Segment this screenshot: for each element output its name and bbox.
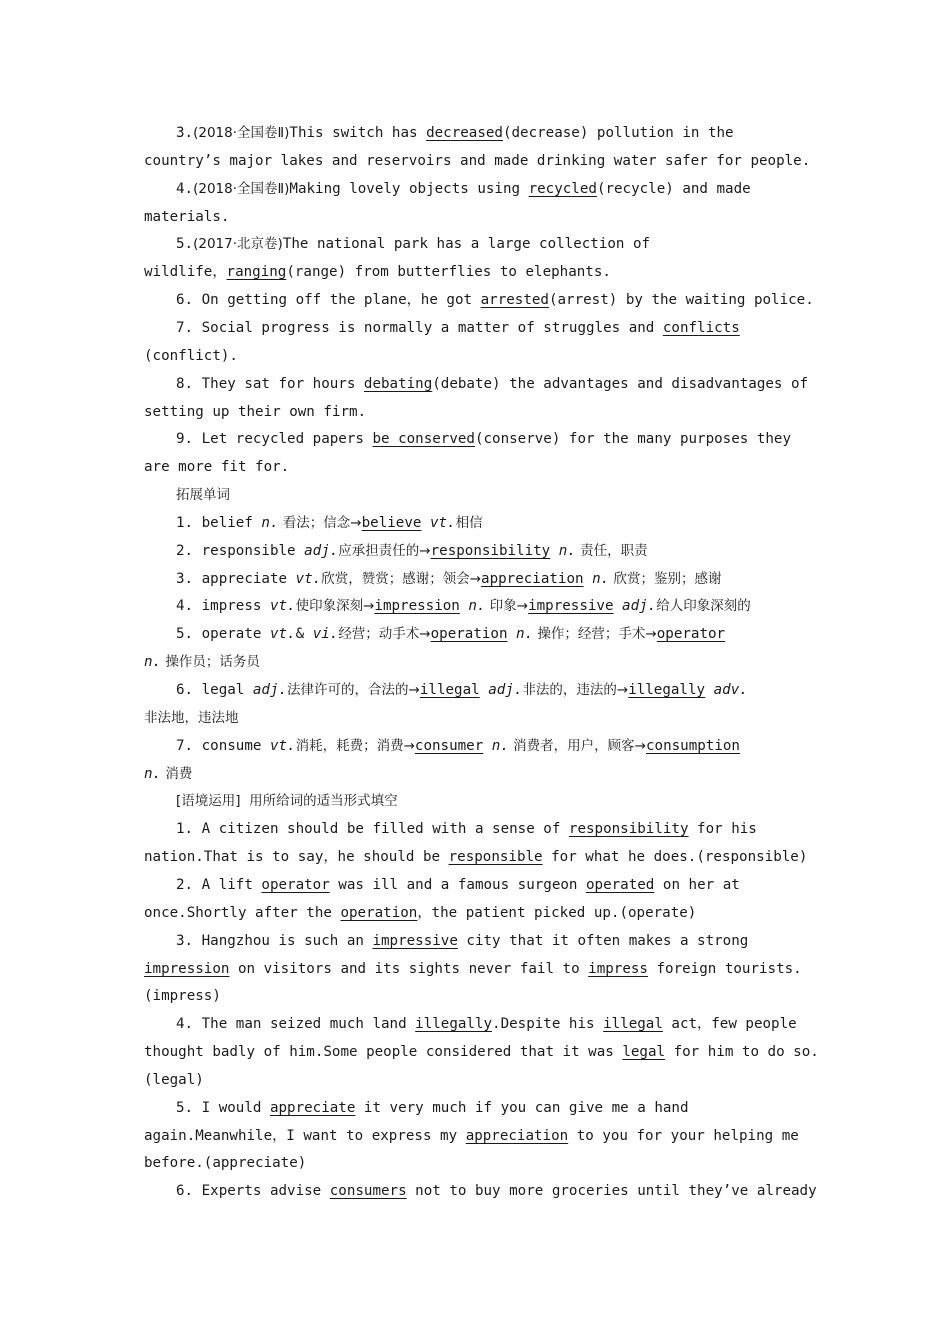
- text-segment: 拓展单词: [176, 487, 230, 503]
- part-of-speech: adj.: [304, 543, 339, 559]
- text-segment: 5. operate: [176, 626, 270, 642]
- answer-word: operated: [586, 877, 655, 893]
- text-segment: 2. responsible: [176, 543, 305, 559]
- text-segment: 3. Hangzhou is such an: [176, 933, 373, 949]
- text-segment: it very much if you can give me a hand: [355, 1100, 689, 1116]
- text-line: [176, 1014, 846, 1034]
- text-segment: wildlife，: [144, 264, 227, 280]
- text-segment: to you for your helping me: [568, 1128, 799, 1144]
- answer-word: operation: [340, 905, 418, 921]
- part-of-speech: n.: [592, 571, 610, 587]
- part-of-speech: adj.: [252, 682, 288, 698]
- text-line: [144, 151, 814, 171]
- answer-word: impress: [588, 961, 648, 977]
- text-segment: 2. A lift: [176, 877, 262, 893]
- text-segment: country’s major lakes and reservoirs and made drinking water safer for people.: [144, 153, 811, 169]
- text-segment: 使印象深刻→: [295, 598, 375, 614]
- part-of-speech: vt.: [269, 626, 296, 642]
- answer-word: consumer: [414, 738, 484, 754]
- text-segment: [508, 626, 517, 642]
- text-line: [176, 179, 846, 199]
- text-segment: for him to do so.: [665, 1044, 819, 1060]
- answer-word: impressive: [528, 598, 614, 614]
- text-segment: 法律许可的，合法的→: [287, 682, 420, 698]
- text-segment: 6. On getting off the plane，he got: [176, 292, 481, 308]
- text-segment: 欣赏；鉴别；感谢: [609, 571, 722, 587]
- text-segment: [550, 543, 559, 559]
- text-segment: (legal): [144, 1072, 204, 1088]
- text-segment: [584, 571, 593, 587]
- text-segment: 4. impress: [176, 598, 270, 614]
- text-line: [176, 931, 846, 951]
- answer-word: responsibility: [430, 543, 551, 559]
- text-segment: once.Shortly after the: [144, 905, 341, 921]
- text-line: [176, 875, 846, 895]
- text-segment: 看法；信念→: [278, 515, 362, 531]
- answer-word: illegally: [415, 1016, 493, 1032]
- answer-word: arrested: [480, 292, 549, 308]
- text-segment: 欣赏，赞赏；感谢；领会→: [321, 571, 482, 587]
- text-segment: 非法的，违法的→: [522, 682, 629, 698]
- text-line: [144, 1070, 814, 1090]
- text-segment: 6. Experts advise: [176, 1183, 330, 1199]
- text-segment: (conflict).: [144, 348, 238, 364]
- answer-word: operator: [261, 877, 330, 893]
- text-segment: ，the patient picked up.(operate): [417, 905, 697, 921]
- text-line: [176, 596, 846, 616]
- text-segment: 消耗，耗费；消费→: [295, 738, 415, 754]
- text-segment: 1. belief: [176, 515, 262, 531]
- answer-word: illegal: [419, 682, 480, 698]
- text-segment: 责任，职责: [575, 543, 648, 559]
- text-segment: on her at: [654, 877, 740, 893]
- text-segment: foreign tourists.: [647, 961, 802, 977]
- text-segment: city that it often makes a strong: [457, 933, 749, 949]
- part-of-speech: adj.: [488, 682, 523, 698]
- answer-word: operator: [656, 626, 726, 642]
- text-line: [176, 123, 846, 143]
- answer-word: impression: [374, 598, 460, 614]
- answer-word: consumers: [329, 1183, 407, 1199]
- text-line: [144, 652, 814, 672]
- text-segment: (2018·全国卷Ⅱ): [193, 125, 290, 141]
- text-segment: not to buy more groceries until they’ve already: [406, 1183, 817, 1199]
- text-line: [176, 541, 846, 561]
- text-line: [144, 207, 814, 227]
- answer-word: illegally: [628, 682, 706, 698]
- text-line: [144, 346, 814, 366]
- answer-word: be conserved: [372, 431, 475, 447]
- answer-word: appreciation: [481, 571, 584, 587]
- text-segment: 3. appreciate: [176, 571, 296, 587]
- text-line: [176, 791, 846, 811]
- text-line: [176, 485, 846, 505]
- text-line: [176, 1098, 846, 1118]
- part-of-speech: n.: [144, 654, 162, 670]
- text-segment: 相信: [455, 515, 483, 531]
- text-segment: This switch has: [289, 125, 427, 141]
- text-line: [144, 1153, 814, 1173]
- text-line: [176, 290, 846, 310]
- text-segment: (recycle) and made: [596, 181, 751, 197]
- part-of-speech: n.: [516, 626, 534, 642]
- text-segment: [483, 738, 492, 754]
- part-of-speech: vt.: [269, 598, 296, 614]
- text-segment: (conserve) for the many purposes they: [474, 431, 792, 447]
- text-segment: 操作；经营；手术→: [533, 626, 657, 642]
- text-segment: 操作员；话务员: [161, 654, 260, 670]
- text-segment: Making lovely objects using: [289, 181, 529, 197]
- text-segment: 经营；动手术→: [338, 626, 431, 642]
- text-segment: (arrest) by the waiting police.: [548, 292, 814, 308]
- text-line: [144, 1042, 819, 1062]
- answer-word: responsible: [448, 849, 543, 865]
- text-segment: (decrease) pollution in the: [502, 125, 734, 141]
- text-line: [144, 903, 814, 923]
- text-segment: (impress): [144, 988, 221, 1004]
- text-line: [144, 847, 814, 867]
- answer-word: conflicts: [662, 320, 740, 336]
- text-segment: 4. The man seized much land: [176, 1016, 416, 1032]
- text-segment: 3.: [176, 125, 194, 141]
- text-segment: [614, 598, 623, 614]
- part-of-speech: n.: [261, 515, 279, 531]
- part-of-speech: vi.: [312, 626, 339, 642]
- text-segment: 4.: [176, 181, 194, 197]
- text-segment: 1. A citizen should be filled with a sense of: [176, 821, 569, 837]
- answer-word: decreased: [426, 125, 503, 141]
- answer-word: believe: [361, 515, 422, 531]
- answer-word: impressive: [372, 933, 458, 949]
- text-line: [176, 680, 846, 700]
- text-line: [176, 819, 846, 839]
- text-segment: for what he does.(responsible): [542, 849, 808, 865]
- text-segment: materials.: [144, 209, 230, 225]
- text-segment: The national park has a large collection of: [282, 236, 651, 252]
- text-line: [144, 262, 814, 282]
- text-line: [176, 513, 846, 533]
- text-segment: (2017·北京卷): [193, 236, 283, 252]
- text-line: [144, 457, 814, 477]
- text-segment: 6. legal: [176, 682, 253, 698]
- text-segment: thought badly of him.Some people considered that it was: [144, 1044, 623, 1060]
- text-segment: before.(appreciate): [144, 1155, 307, 1171]
- text-segment: are more fit for.: [144, 459, 290, 475]
- part-of-speech: n.: [144, 766, 162, 782]
- part-of-speech: n.: [468, 598, 486, 614]
- text-segment: 非法地，违法地: [144, 710, 239, 726]
- answer-word: appreciate: [269, 1100, 356, 1116]
- part-of-speech: vt.: [269, 738, 296, 754]
- text-segment: [421, 515, 430, 531]
- text-line: [176, 234, 846, 254]
- text-segment: 7. Social progress is normally a matter of struggles and: [176, 320, 663, 336]
- text-segment: (debate) the advantages and disadvantages of: [432, 376, 809, 392]
- answer-word: debating: [363, 376, 433, 392]
- text-segment: act，few people: [662, 1016, 797, 1032]
- text-line: [176, 569, 846, 589]
- text-segment: 5. I would: [176, 1100, 270, 1116]
- text-line: [144, 959, 814, 979]
- text-segment: [语境运用] 用所给词的适当形式填空: [176, 793, 398, 809]
- text-line: [176, 374, 846, 394]
- text-segment: (2018·全国卷Ⅱ): [193, 181, 290, 197]
- text-segment: 消费: [161, 766, 193, 782]
- text-segment: [480, 682, 489, 698]
- part-of-speech: vt.: [429, 515, 456, 531]
- text-line: [144, 764, 814, 784]
- text-segment: (range) from butterflies to elephants.: [286, 264, 611, 280]
- text-segment: .Despite his: [492, 1016, 604, 1032]
- text-segment: 9. Let recycled papers: [176, 431, 373, 447]
- answer-word: legal: [622, 1044, 666, 1060]
- text-segment: 给人印象深刻的: [656, 598, 751, 614]
- answer-word: ranging: [226, 264, 287, 280]
- text-line: [144, 986, 814, 1006]
- part-of-speech: n.: [558, 543, 576, 559]
- text-segment: again.Meanwhile，I want to express my: [144, 1128, 466, 1144]
- answer-word: operation: [430, 626, 508, 642]
- part-of-speech: vt.: [295, 571, 322, 587]
- text-line: [144, 708, 814, 728]
- answer-word: illegal: [603, 1016, 663, 1032]
- part-of-speech: adj.: [622, 598, 657, 614]
- text-line: [176, 1181, 846, 1201]
- text-segment: 消费者，用户，顾客→: [508, 738, 646, 754]
- text-segment: was ill and a famous surgeon: [329, 877, 587, 893]
- text-segment: 应承担责任的→: [338, 543, 431, 559]
- text-segment: [705, 682, 714, 698]
- text-line: [176, 318, 846, 338]
- text-segment: &: [295, 626, 313, 642]
- answer-word: consumption: [646, 738, 740, 754]
- text-segment: 印象→: [485, 598, 529, 614]
- text-segment: 7. consume: [176, 738, 270, 754]
- answer-word: appreciation: [465, 1128, 569, 1144]
- text-segment: 8. They sat for hours: [176, 376, 364, 392]
- text-line: [176, 624, 846, 644]
- text-segment: setting up their own firm.: [144, 404, 367, 420]
- part-of-speech: adv.: [713, 682, 748, 698]
- text-line: [176, 736, 846, 756]
- part-of-speech: n.: [491, 738, 509, 754]
- text-line: [144, 1126, 814, 1146]
- text-segment: for his: [688, 821, 757, 837]
- answer-word: impression: [144, 961, 230, 977]
- text-segment: 5.: [176, 236, 194, 252]
- text-segment: on visitors and its sights never fail to: [229, 961, 589, 977]
- text-line: [144, 402, 814, 422]
- answer-word: responsibility: [568, 821, 689, 837]
- answer-word: recycled: [528, 181, 597, 197]
- text-line: [176, 429, 846, 449]
- text-segment: nation.That is to say，he should be: [144, 849, 449, 865]
